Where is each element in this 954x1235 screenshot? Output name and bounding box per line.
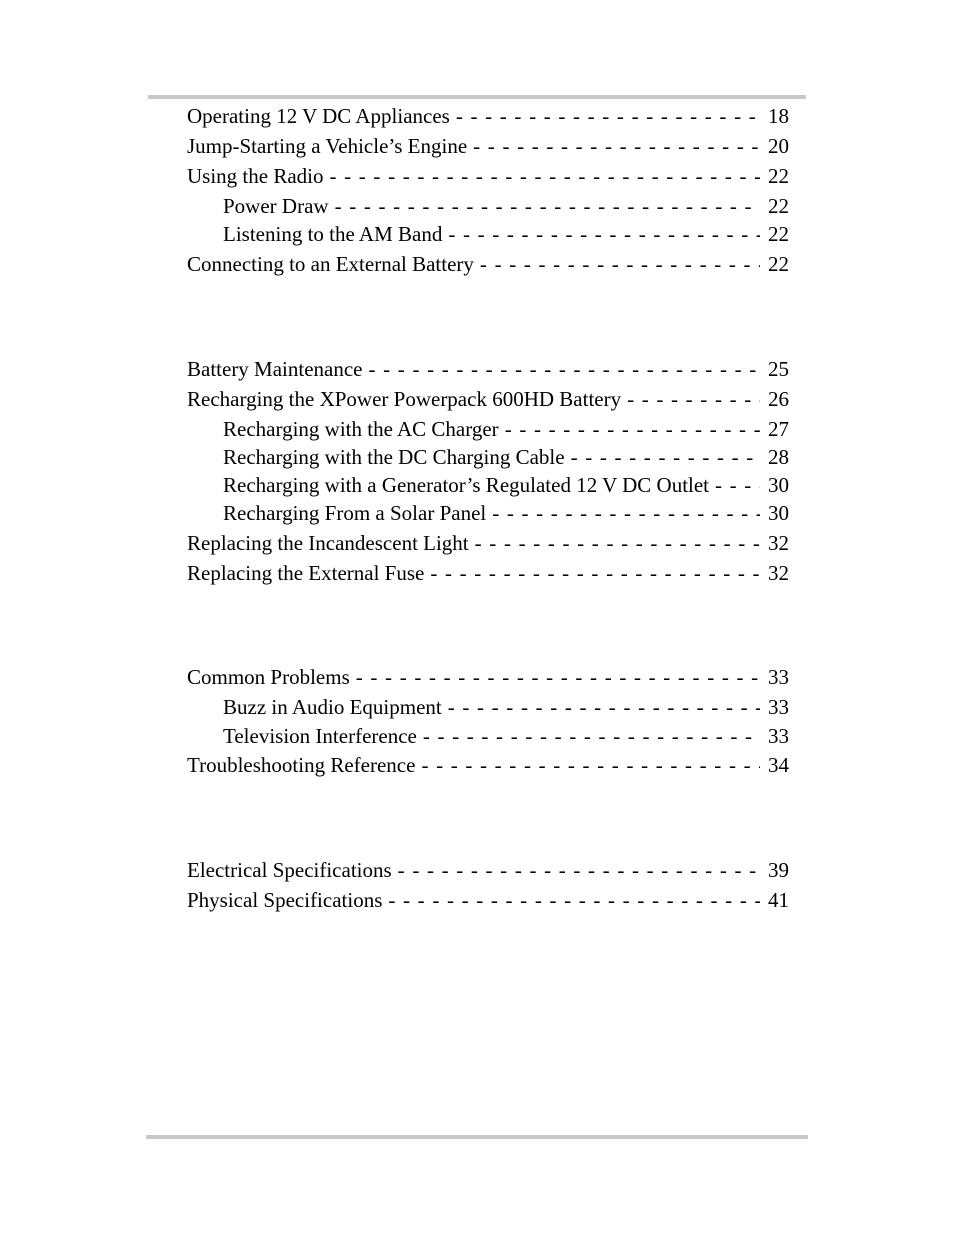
toc-entry[interactable] [187, 103, 789, 129]
dot-leader [392, 857, 760, 883]
toc-subentry[interactable] [223, 694, 789, 720]
dot-leader [329, 193, 760, 219]
dot-leader [565, 444, 760, 470]
toc-entry-title: Using the Radio [187, 164, 324, 188]
toc-entry[interactable] [187, 386, 789, 412]
toc-entry-title: Physical Specifications [187, 888, 383, 912]
toc-entry-title: Connecting to an External Battery [187, 252, 474, 276]
toc-subentry[interactable] [223, 221, 789, 247]
toc-entry-page: 22 [768, 164, 789, 188]
footer-rule [146, 1135, 808, 1139]
toc-entry-page: 30 [768, 473, 789, 497]
toc-entry[interactable] [187, 530, 789, 556]
toc-entry-page: 25 [768, 357, 789, 381]
toc-entry[interactable] [187, 664, 789, 690]
toc-entry-page: 28 [768, 445, 789, 469]
toc-entry[interactable] [187, 133, 789, 159]
toc-entry-page: 22 [768, 252, 789, 276]
toc-subentry[interactable] [223, 193, 789, 219]
toc-entry[interactable] [187, 163, 789, 189]
dot-leader [467, 133, 760, 159]
toc-subentry[interactable] [223, 444, 789, 470]
toc-entry[interactable] [187, 251, 789, 277]
toc-entry-title: Common Problems [187, 665, 350, 689]
toc-entry-title: Replacing the Incandescent Light [187, 531, 469, 555]
toc-entry-page: 26 [768, 387, 789, 411]
toc-entry-title: Jump-Starting a Vehicle’s Engine [187, 134, 468, 158]
toc-subentry[interactable] [223, 416, 789, 442]
dot-leader [382, 887, 760, 913]
toc-entry-title: Recharging with a Generator’s Regulated 12 V DC Outlet [223, 473, 710, 497]
toc-entry[interactable] [187, 887, 789, 913]
dot-leader [709, 472, 760, 498]
toc-entry-title: Listening to the AM Band [223, 222, 443, 246]
toc-entry-title: Replacing the External Fuse [187, 561, 425, 585]
toc-entry-page: 32 [768, 531, 789, 555]
dot-leader [499, 416, 760, 442]
dot-leader [469, 530, 760, 556]
toc-entry-page: 39 [768, 858, 789, 882]
toc-entry-title: Battery Maintenance [187, 357, 363, 381]
toc-entry-page: 32 [768, 561, 789, 585]
toc-subentry[interactable] [223, 500, 789, 526]
dot-leader [442, 694, 760, 720]
dot-leader [621, 386, 760, 412]
toc-entry-title: Electrical Specifications [187, 858, 392, 882]
toc-entry-title: Recharging From a Solar Panel [223, 501, 487, 525]
toc-subentry[interactable] [223, 723, 789, 749]
dot-leader [474, 251, 760, 277]
toc-entry-title: Television Interference [223, 724, 417, 748]
dot-leader [442, 221, 760, 247]
toc-entry-page: 41 [768, 888, 789, 912]
dot-leader [324, 163, 761, 189]
toc-entry[interactable] [187, 356, 789, 382]
toc-entry-title: Recharging with the AC Charger [223, 417, 499, 441]
toc-entry-title: Troubleshooting Reference [187, 753, 416, 777]
toc-entry-page: 22 [768, 222, 789, 246]
toc-entry-page: 27 [768, 417, 789, 441]
toc-entry-title: Operating 12 V DC Appliances [187, 104, 450, 128]
dot-leader [450, 103, 760, 129]
toc-entry-page: 33 [768, 695, 789, 719]
toc-entry-page: 34 [768, 753, 789, 777]
dot-leader [486, 500, 760, 526]
dot-leader [424, 560, 760, 586]
toc-entry-page: 33 [768, 665, 789, 689]
toc-entry[interactable] [187, 752, 789, 778]
toc-entry-title: Power Draw [223, 194, 329, 218]
toc-subentry[interactable] [223, 472, 789, 498]
dot-leader [415, 752, 760, 778]
dot-leader [417, 723, 760, 749]
dot-leader [363, 356, 760, 382]
dot-leader [350, 664, 760, 690]
toc-entry-page: 22 [768, 194, 789, 218]
toc-entry-page: 33 [768, 724, 789, 748]
toc-entry-title: Buzz in Audio Equipment [223, 695, 442, 719]
toc-entry-title: Recharging with the DC Charging Cable [223, 445, 565, 469]
toc-entry-title: Recharging the XPower Powerpack 600HD Battery [187, 387, 622, 411]
toc-entry-page: 20 [768, 134, 789, 158]
toc-entry[interactable] [187, 857, 789, 883]
toc-entry-page: 30 [768, 501, 789, 525]
toc-entry-page: 18 [768, 104, 789, 128]
toc-entry[interactable] [187, 560, 789, 586]
